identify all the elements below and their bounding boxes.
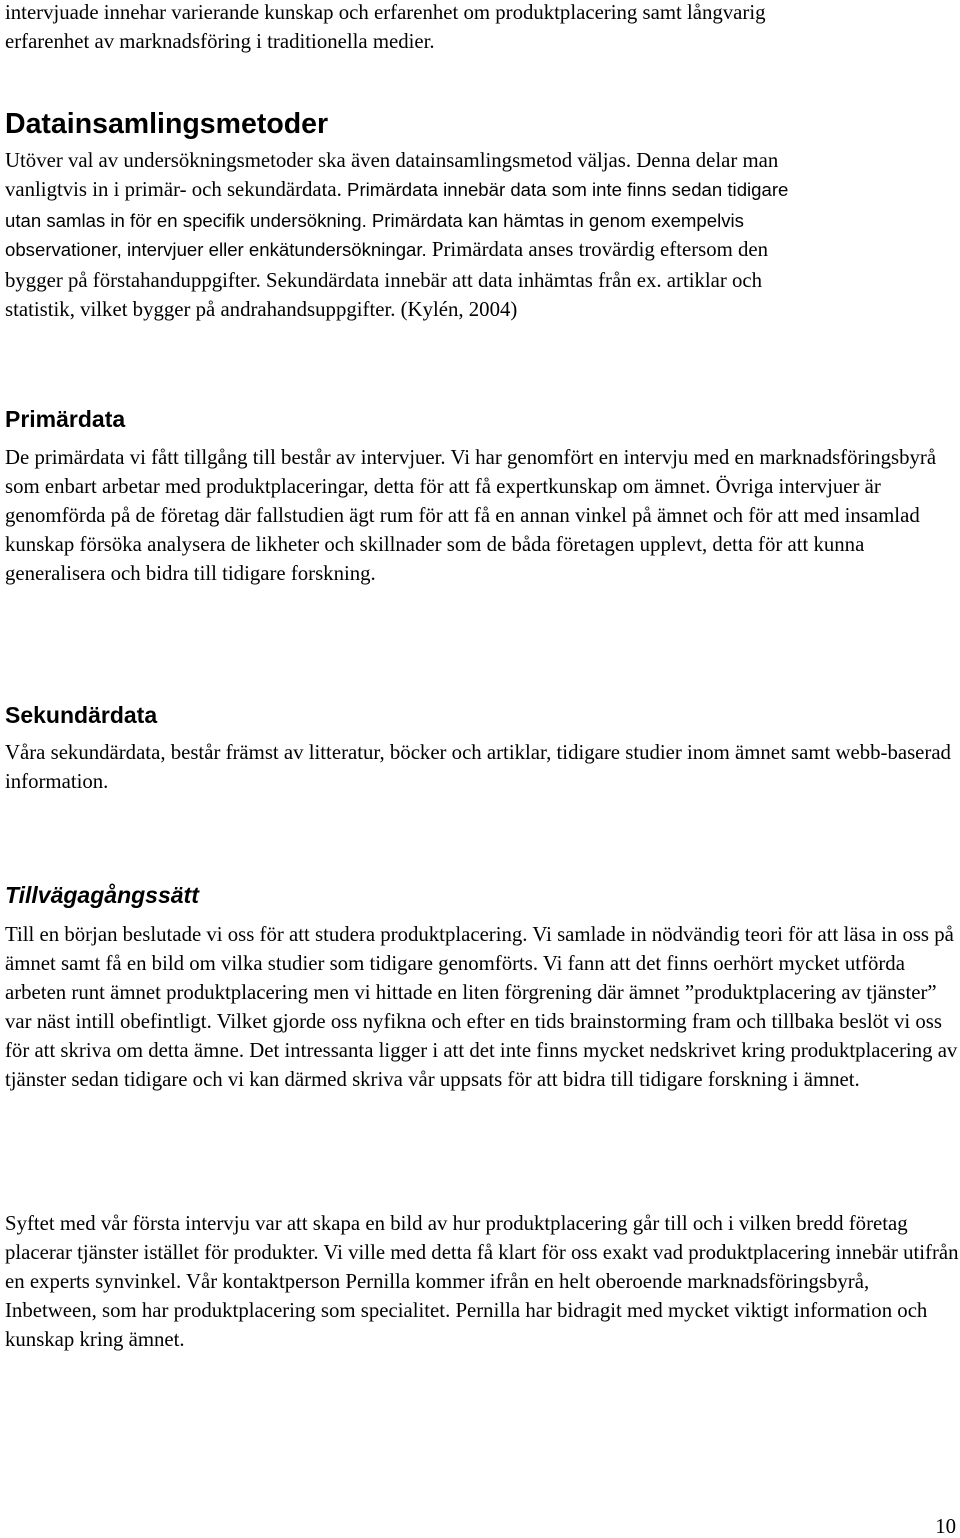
paragraph-line: Utöver val av undersökningsmetoder ska även datainsamlingsmetod väljas. Denna delar man [5, 149, 779, 172]
section-heading-primardata: Primärdata [5, 406, 126, 432]
tillvagagangssatt-paragraph-2: Syftet med vår första intervju var att skapa en bild av hur produktplacering går till och i vilken bredd företag placerar tjänster istället för produkter. Vi ville med detta få klart för oss exakt vad produktplacering innebär utifrån en experts synvinkel. Vår kontaktperson Pernilla kommer ifrån en helt oberoende marknadsföringsbyrå, Inbetween, som har produktplacering som specialitet. Pernilla har bidragit med mycket viktigt information och kunskap kring ämnet. [5, 1212, 959, 1351]
tillvagagangssatt-paragraph-1: Till en början beslutade vi oss för att studera produktplacering. Vi samlade in nödvändig teori för att läsa in oss på ämnet samt få en bild om vilka studier som tidigare genomförts. Vi fann att det finns oerhört mycket utförda arbeten runt ämnet produktplacering men vi hittade en liten förgrening där ämnet ”produktplacering av tjänster” var näst intill obefintligt. Vilket gjorde oss nyfikna och efter en tids brainstorming fram och tillbaka beslöt vi oss för att skriva om detta ämne. Det intressanta ligger i att det inte finns mycket nedskrivet kring produktplacering av tjänster sedan tidigare och vi kan därmed skriva vår uppsats för att bidra till tidigare forskning i ämnet. [5, 923, 958, 1091]
primardata-paragraph: De primärdata vi fått tillgång till består av intervjuer. Vi har genomfört en intervju med en marknadsföringsbyrå som enbart arbetar med produktplaceringar, detta för att få expertkunskap om ämnet. Övriga intervjuer är genomförda på de företag där fallstudien ägt rum för att få en annan vinkel på ämnet och för att med insamlad kunskap försöka analysera de likheter och skillnader som de båda företagen upplevt, detta för att kunna generalisera och bidra till tidigare forskning. [5, 446, 937, 585]
paragraph-text: observationer, intervjuer eller enkätundersökningar. [5, 239, 427, 260]
paragraph-line: utan samlas in för en specifik undersökning. Primärdata kan hämtas in genom exempelvis [5, 210, 744, 231]
sekundardata-paragraph: Våra sekundärdata, består främst av litteratur, böcker och artiklar, tidigare studier inom ämnet samt webb-baserad information. [5, 741, 951, 793]
paragraph-text: vanligtvis in i primär- och sekundärdata. [5, 178, 342, 201]
paragraph-line: statistik, vilket bygger på andrahandsuppgifter. (Kylén, 2004) [5, 298, 518, 321]
paragraph-line: bygger på förstahanduppgifter. Sekundärdata innebär att data inhämtas från ex. artiklar och [5, 269, 763, 292]
datainsamling-paragraph [5, 146, 960, 324]
intro-line: erfarenhet av marknadsföring i traditionella medier. [5, 30, 435, 53]
section-heading-datainsamlingsmetoder: Datainsamlingsmetoder [5, 108, 329, 140]
paragraph-text: Primärdata innebär data som inte finns sedan tidigare [341, 179, 789, 200]
paragraph-line [5, 235, 960, 266]
section-heading-sekundardata: Sekundärdata [5, 702, 158, 728]
page-number: 10 [935, 1515, 956, 1538]
intro-line: intervjuade innehar varierande kunskap och erfarenhet om produktplacering samt långvarig [5, 1, 766, 24]
section-heading-tillvagagangssatt: Tillvägagångssätt [5, 882, 199, 908]
intro-paragraph [5, 0, 960, 56]
paragraph-text: Primärdata anses trovärdig eftersom den [426, 238, 769, 261]
paragraph-line [5, 175, 960, 206]
